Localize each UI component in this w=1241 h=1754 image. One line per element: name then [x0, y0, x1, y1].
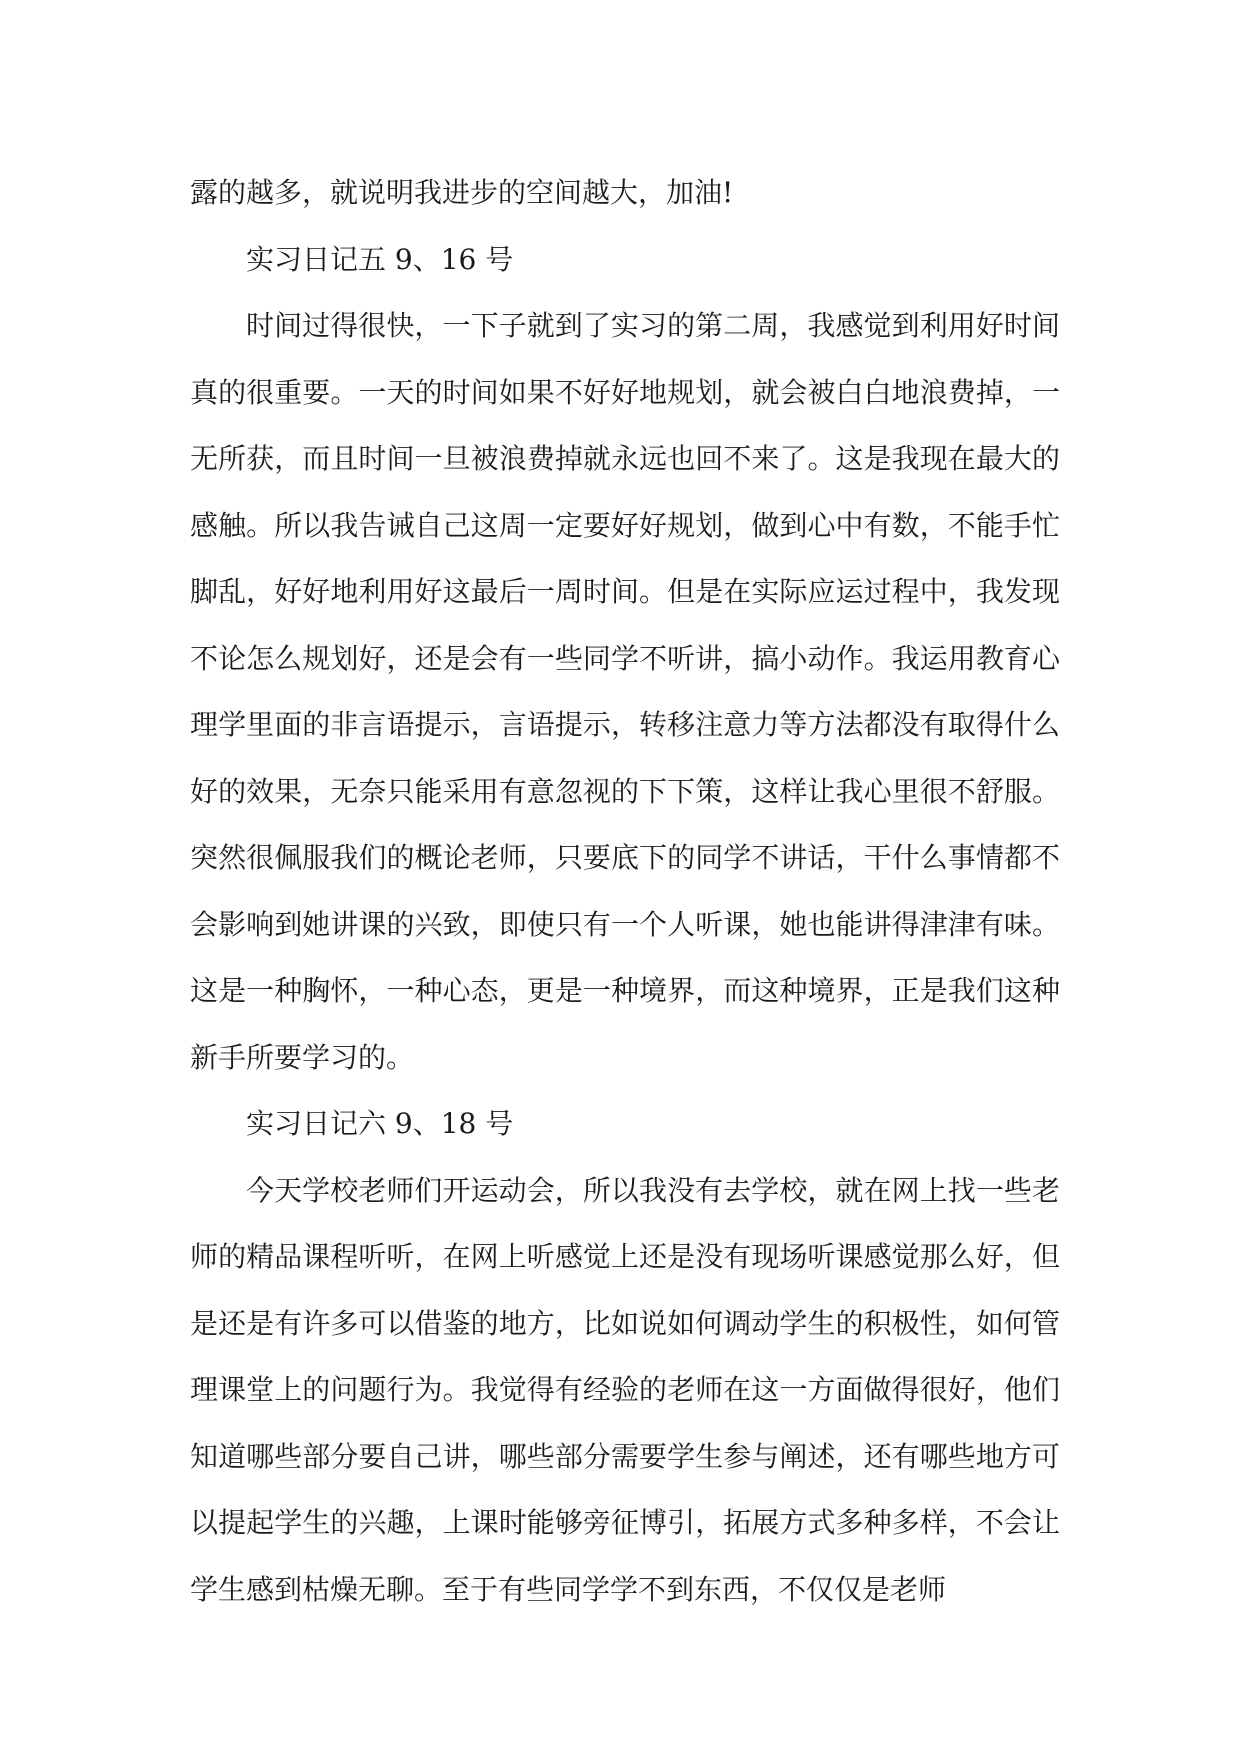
entry-paragraph: 时间过得很快，一下子就到了实习的第二周，我感觉到利用好时间真的很重要。一天的时间如果不好好地规划，就会被白白地浪费掉，一无所获，而且时间一旦被浪费掉就永远也回不来了。这是我现在最大的感触。所以我告诫自己这周一定要好好规划，做到心中有数，不能手忙脚乱，好好地利用好这最后一周时间。但是在实际应运过程中，我发现不论怎么规划好，还是会有一些同学不听讲，搞小动作。我运用教育心理学里面的非言语提示，言语提示，转移注意力等方法都没有取得什么好的效果，无奈只能采用有意忽视的下下策，这样让我心里很不舒服。突然很佩服我们的概论老师，只要底下的同学不讲话，干什么事情都不会影响到她讲课的兴致，即使只有一个人听课，她也能讲得津津有味。这是一种胸怀，一种心态，更是一种境界，而这种境界，正是我们这种新手所要学习的。: [190, 309, 1060, 1074]
entry-paragraph: 今天学校老师们开运动会，所以我没有去学校，就在网上找一些老师的精品课程听听，在网上听感觉上还是没有现场听课感觉那么好，但是还是有许多可以借鉴的地方，比如说如何调动学生的积极性，如何管理课堂上的问题行为。我觉得有经验的老师在这一方面做得很好，他们知道哪些部分要自己讲，哪些部分需要学生参与阐述，还有哪些地方可以提起学生的兴趣，上课时能够旁征博引，拓展方式多种多样，不会让学生感到枯燥无聊。至于有些同学学不到东西，不仅仅是老师: [190, 1173, 1060, 1606]
entry-heading: 实习日记五 9、16 号: [246, 242, 514, 276]
document-body: [190, 160, 1060, 1623]
continuation-paragraph: 露的越多，就说明我进步的空间越大，加油!: [190, 176, 734, 209]
entry-heading: 实习日记六 9、18 号: [246, 1107, 514, 1140]
